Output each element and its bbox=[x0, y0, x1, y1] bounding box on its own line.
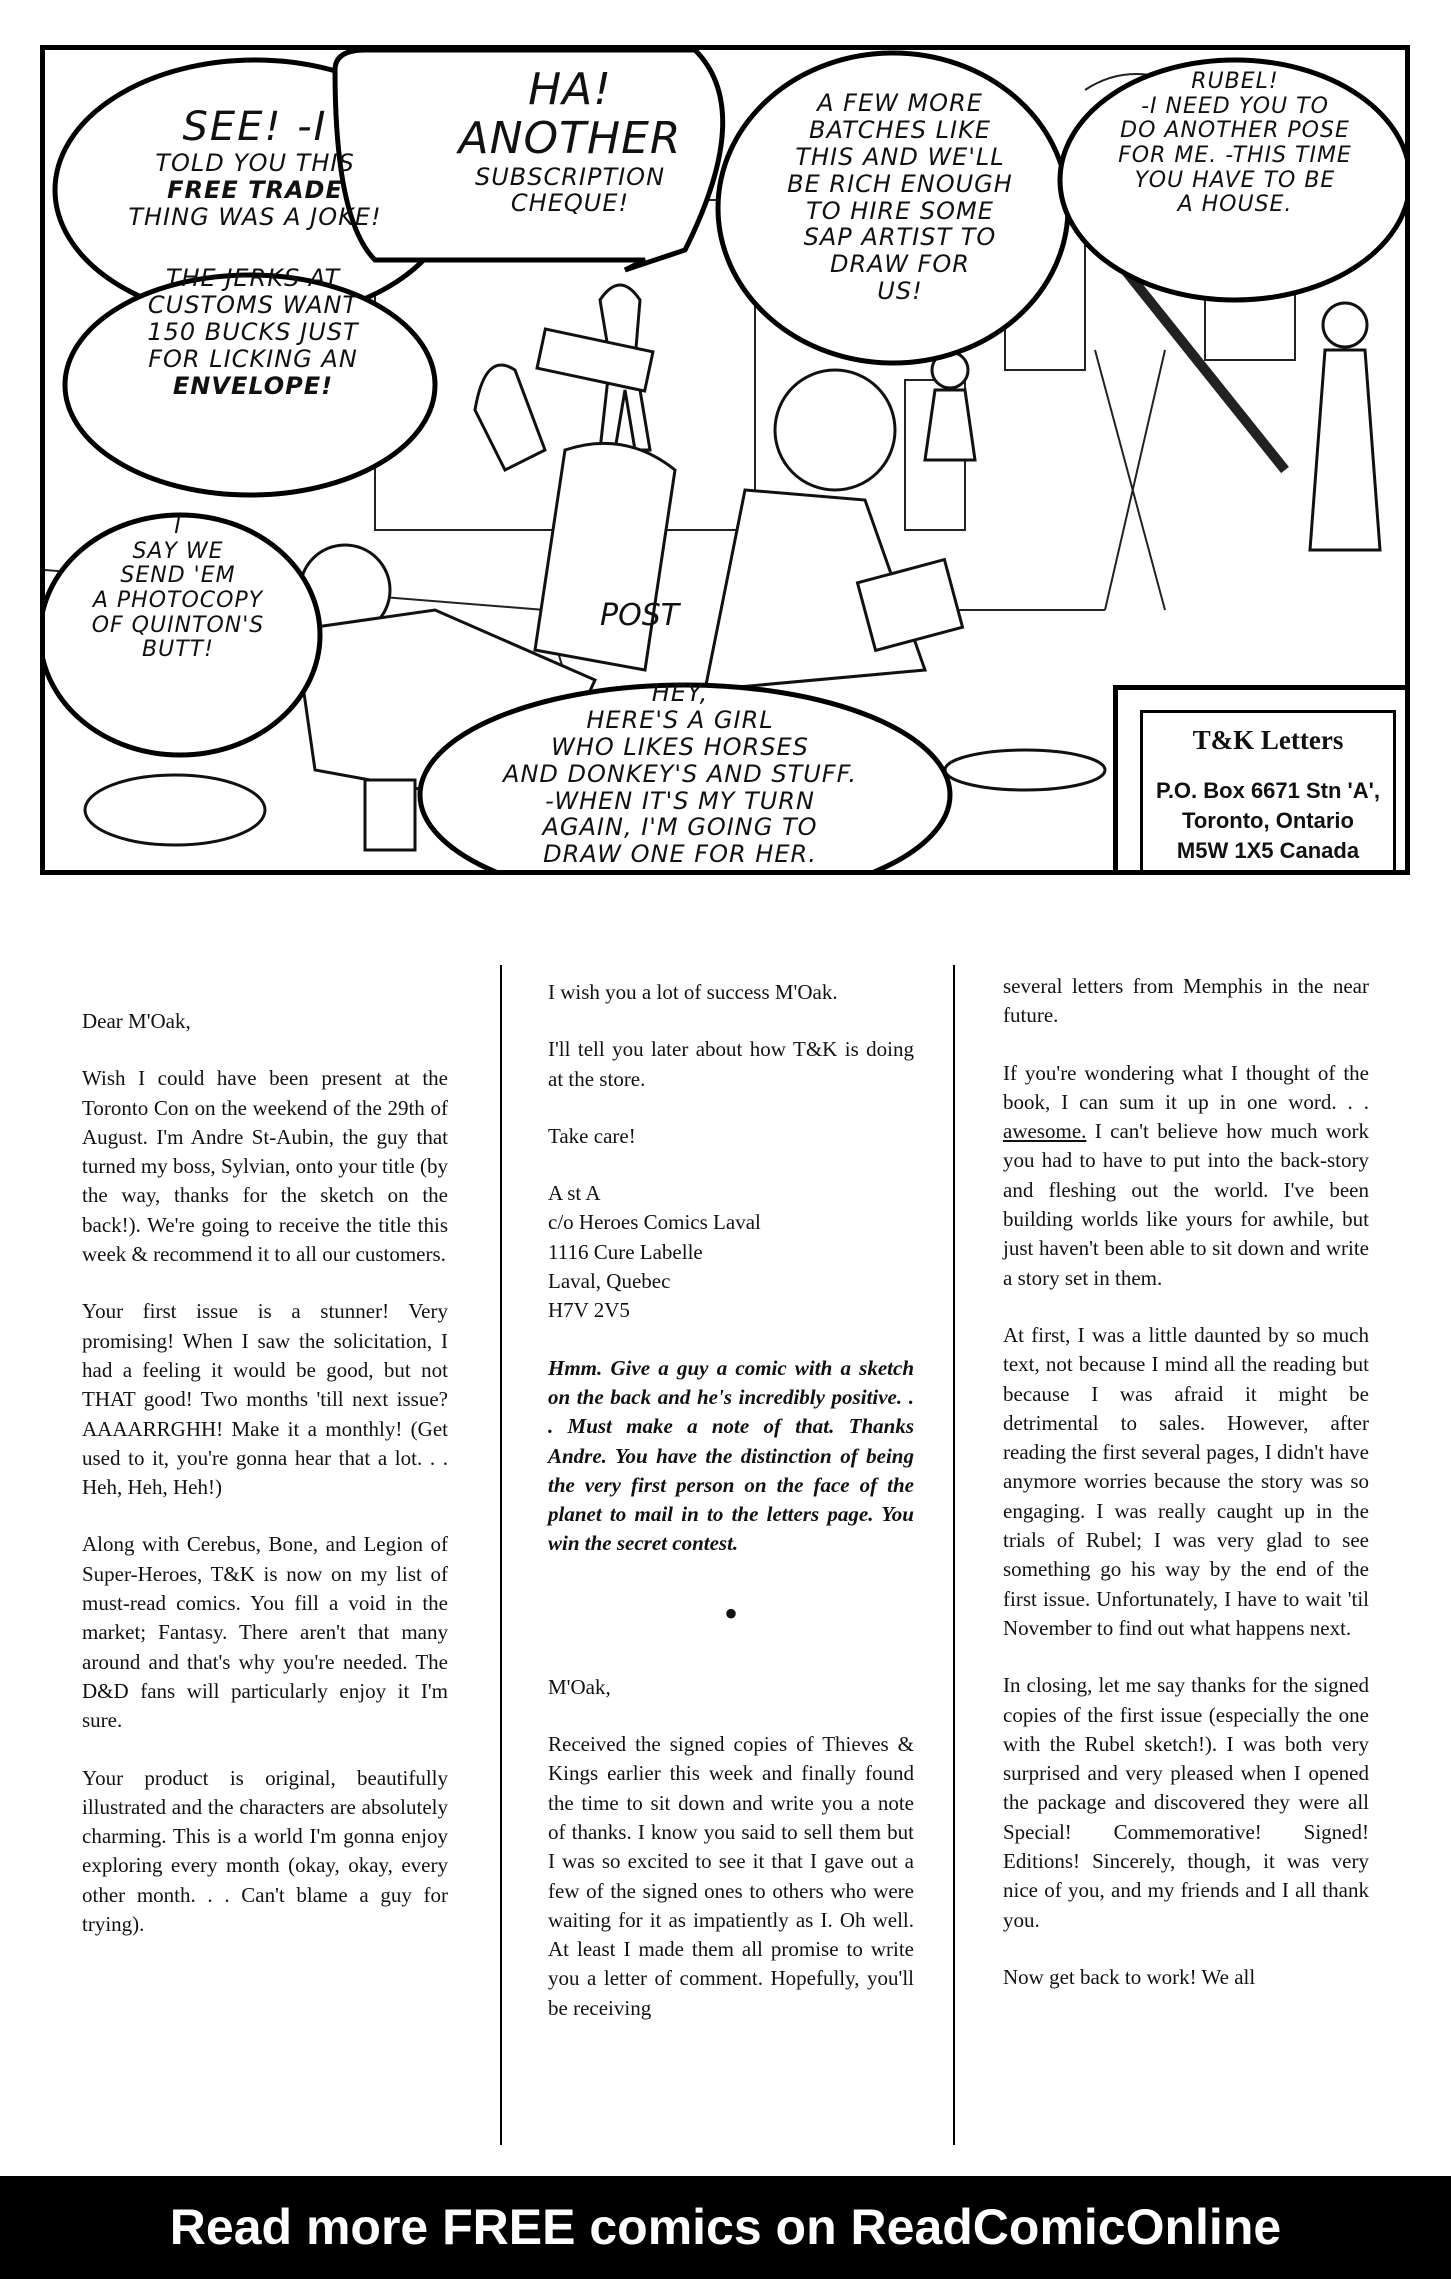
letter-paragraph: I'll tell you later about how T&K is doing at the store. bbox=[548, 1037, 914, 1091]
address-line: c/o Heroes Comics Laval bbox=[548, 1210, 761, 1235]
bubble-line: SUBSCRIPTION bbox=[474, 162, 666, 191]
letters-address-frame bbox=[1140, 710, 1396, 875]
speech-bubble-see bbox=[90, 105, 420, 230]
bubble-line: SAY WE bbox=[132, 538, 224, 564]
letter-paragraph: Dear M'Oak, bbox=[82, 1009, 191, 1033]
bubble-line: BATCHES LIKE bbox=[809, 115, 991, 144]
letter-paragraph bbox=[1003, 1059, 1369, 1293]
column-divider bbox=[500, 965, 502, 2145]
bubble-line: AGAIN, I'M GOING TO bbox=[542, 813, 818, 842]
address-line: M5W 1X5 Canada bbox=[1176, 838, 1360, 863]
letter-paragraph: At first, I was a little daunted by so much text, not because I mind all the reading but because I was afraid it might be detrimental to sales. However, after reading the first several pages, I didn't have anymore worries because the story was so engaging. I was really caught up in the trials of Rubel; I was very glad to see something go his way by the end of the first issue. Unfortunately, I have to wait 'til November to find out what happens next. bbox=[1003, 1322, 1369, 1640]
letter-greeting: M'Oak, bbox=[548, 1674, 611, 1699]
bubble-line: SEND 'EM bbox=[120, 563, 236, 589]
bubble-line: FREE TRADE bbox=[167, 175, 343, 204]
letter-paragraph: In closing, let me say thanks for the signed copies of the first issue (especially the one with the Rubel sketch!). I was both very surprised and very pleased when I opened the package and discovered they were all Special! Commemorative! Signed! Editions! Sincerely, though, it was very nice of you, and my friends and I all thank you. bbox=[1003, 1673, 1369, 1932]
text-run: I can't believe how much work you had to have to put into the back-story and fleshing out the world. I've been building worlds like yours for awhile, but just haven't been able to sit down and write a story set in them. bbox=[1003, 1119, 1369, 1290]
bubble-line: US! bbox=[877, 277, 923, 306]
bubble-line: -I NEED YOU TO bbox=[1141, 93, 1329, 119]
bubble-line: I bbox=[174, 514, 182, 539]
letter-paragraph: Your first issue is a stunner! Very promising! When I saw the solicitation, I had a feeling it would be good, but not THAT good! Two months 'till next issue? AAAARRGHH! Make it a monthly! (Get used to it, you're gonna hear that a lot. . . Heh, Heh, Heh!) bbox=[82, 1299, 448, 1500]
bubble-line: THIS AND WE'LL bbox=[795, 142, 1005, 171]
underlined-word: awesome. bbox=[1003, 1119, 1087, 1144]
letter-paragraph: I wish you a lot of success M'Oak. bbox=[548, 980, 838, 1004]
bubble-line: ENVELOPE! bbox=[172, 371, 334, 400]
sender-address bbox=[548, 1179, 914, 1325]
bubble-line: HA! ANOTHER bbox=[458, 64, 682, 165]
bubble-line: CHEQUE! bbox=[510, 189, 630, 218]
speech-bubble-batches bbox=[760, 90, 1040, 305]
section-bullet: • bbox=[723, 1590, 738, 1636]
bubble-line: FOR ME. -THIS TIME bbox=[1118, 142, 1352, 168]
address-line: Toronto, Ontario bbox=[1182, 808, 1354, 833]
address-line: 1116 Cure Labelle bbox=[548, 1239, 703, 1264]
letter-paragraph: several letters from Memphis in the near future. bbox=[1003, 974, 1369, 1028]
bubble-line: TO HIRE SOME bbox=[806, 196, 994, 225]
speech-bubble-customs bbox=[93, 265, 413, 399]
bubble-line: THING WAS A JOKE! bbox=[128, 202, 382, 231]
address-line: Laval, Quebec bbox=[548, 1269, 671, 1294]
letter-paragraph: Take care! bbox=[548, 1123, 636, 1148]
bubble-line: 150 BUCKS JUST bbox=[147, 317, 359, 346]
bubble-line: BE RICH ENOUGH bbox=[787, 169, 1013, 198]
bubble-line: THE JERKS AT bbox=[165, 264, 341, 292]
promo-banner[interactable]: Read more FREE comics on ReadComicOnline bbox=[0, 2176, 1451, 2279]
speech-bubble-rubel bbox=[1085, 70, 1385, 218]
bubble-line: WHO LIKES HORSES bbox=[551, 732, 809, 761]
bubble-line: DO ANOTHER POSE bbox=[1120, 118, 1350, 144]
bubble-line: FOR LICKING AN bbox=[148, 344, 358, 373]
bubble-line: DRAW ONE FOR HER. bbox=[543, 840, 817, 869]
speech-bubble-subscription bbox=[420, 65, 720, 217]
column-divider bbox=[953, 965, 955, 2145]
speech-bubble-photocopy bbox=[53, 515, 303, 663]
text-run: If you're wondering what I thought of the book, I can sum it up in one word. . . bbox=[1003, 1060, 1369, 1114]
bubble-line: TOLD YOU THIS bbox=[155, 148, 355, 177]
letters-title: T&K Letters bbox=[1192, 725, 1344, 755]
bubble-line: BUTT! bbox=[142, 637, 214, 663]
bubble-line: YOU HAVE TO BE bbox=[1134, 167, 1336, 193]
bubble-line: RUBEL! bbox=[1191, 69, 1279, 94]
bubble-line: -WHEN IT'S MY TURN bbox=[545, 786, 815, 815]
bubble-line: SAP ARTIST TO bbox=[803, 223, 997, 252]
bubble-line: A PHOTOCOPY bbox=[92, 587, 264, 613]
letter-column-2 bbox=[548, 978, 914, 2051]
comic-panel bbox=[40, 45, 1410, 875]
bubble-line: CUSTOMS WANT bbox=[147, 290, 359, 319]
letter-paragraph: Along with Cerebus, Bone, and Legion of Super-Heroes, T&K is now on my list of must-read comics. You fill a void in the market; Fantasy. There aren't that many around and that's why you're needed. The D&D fans will particularly enjoy it I'm sure. bbox=[82, 1532, 448, 1733]
letter-column-3 bbox=[1003, 972, 1369, 2020]
speech-bubble-horses bbox=[465, 680, 895, 868]
bubble-line: DRAW FOR bbox=[830, 250, 970, 279]
bubble-line: A FEW MORE bbox=[817, 89, 983, 117]
address-line: H7V 2V5 bbox=[548, 1298, 630, 1323]
letters-address-box bbox=[1113, 685, 1410, 875]
letter-paragraph: Received the signed copies of Thieves & Kings earlier this week and finally found the time to sit down and write you a note of thanks. I know you said to sell them but I was so excited to see it that I gave out a few of the signed ones to others who were waiting for it as impatiently as I. Oh well. At least I made them all promise to write you a letter of comment. Hopefully, you'll be receiving bbox=[548, 1732, 914, 2020]
letter-column-1 bbox=[82, 1007, 448, 1967]
letter-paragraph: Wish I could have been present at the Toronto Con on the weekend of the 29th of August. I'm Andre St-Aubin, the guy that turned my boss, Sylvian, onto your title (by the way, thanks for the sketch on the back!). We're going to receive the title this week & recommend it to all our customers. bbox=[82, 1066, 448, 1267]
bubble-line: SEE! -I bbox=[182, 104, 328, 150]
editor-reply: Hmm. Give a guy a comic with a sketch on the back and he's incredibly positive. . . Must make a note of that. Thanks Andre. You have the distinction of being the very first person on the face of the planet to mail in to the letters page. You win the secret contest. bbox=[548, 1355, 914, 1556]
bubble-line: A HOUSE. bbox=[1177, 192, 1293, 218]
bubble-line: HERE'S A GIRL bbox=[586, 705, 774, 734]
letter-paragraph: Now get back to work! We all bbox=[1003, 1964, 1256, 1989]
letter-paragraph: Your product is original, beautifully illustrated and the characters are absolutely charming. This is a world I'm gonna enjoy exploring every month (okay, okay, every other month. . . Can't blame a guy for trying). bbox=[82, 1765, 448, 1937]
address-line: P.O. Box 6671 Stn 'A', bbox=[1155, 778, 1381, 803]
address-line: A st A bbox=[548, 1181, 601, 1206]
bubble-line: OF QUINTON'S bbox=[91, 612, 265, 638]
bubble-line: AND DONKEY'S AND STUFF. bbox=[503, 759, 857, 788]
post-label: POST bbox=[600, 598, 680, 633]
bubble-line: HEY, bbox=[651, 679, 709, 707]
